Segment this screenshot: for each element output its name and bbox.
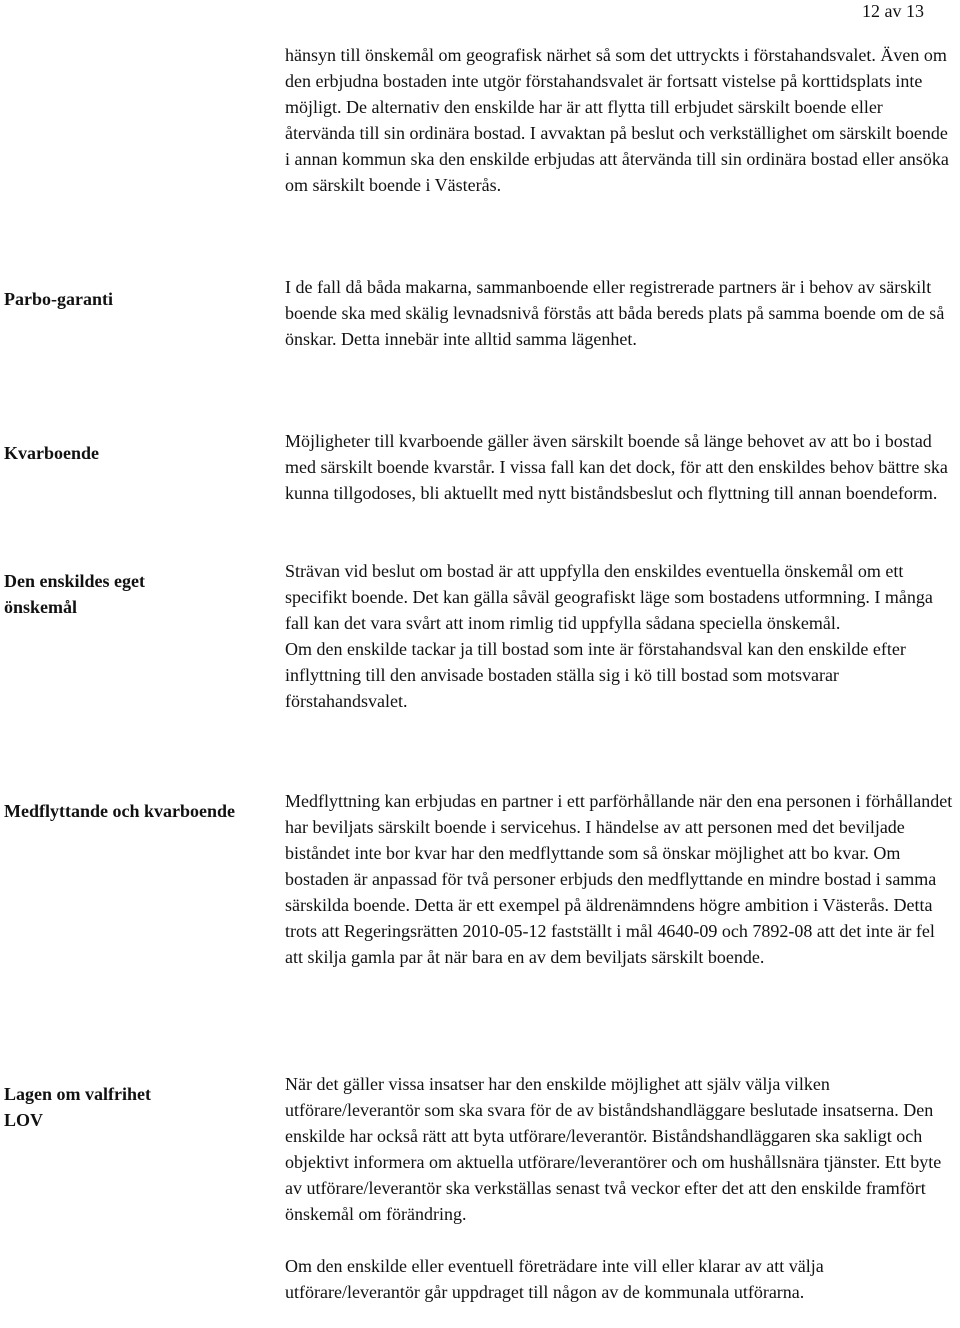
paragraph: Om den enskilde tackar ja till bostad som inte är förstahandsval kan den enskilde efter inflyttning till den anvisade bostaden ställa sig i kö till bostad som motsvarar förstahandsvalet. (285, 639, 906, 711)
page-number: 12 av 13 (862, 1, 924, 21)
paragraph: När det gäller vissa insatser har den enskilde möjlighet att själv välja vilken utförare/leverantör som ska svara för de av biståndshandläggare beslutade insatserna. Den enskilde har också rätt att byta utförare/leverantör. Biståndshandläggaren ska sakligt och objektivt informera om aktuella utförare/leverantörer och om hushållsnära tjänster. Ett byte av utförare/leverantör ska verkställas senast två veckor efter det att den enskilde framfört önskemål om förändring. (285, 1074, 942, 1224)
paragraph: I de fall då båda makarna, sammanboende eller registrerade partners är i behov av särskilt boende ska med skälig levnadsnivå förstås att båda bereds plats på samma boende om de så önskar. Detta innebär inte alltid samma lägenhet. (285, 277, 945, 349)
section-label-kvarboende: Kvarboende (4, 443, 100, 463)
paragraph: Strävan vid beslut om bostad är att uppfylla den enskildes eventuella önskemål om ett specifikt boende. Det kan gälla såväl geografiskt läge som bostadens utformning. I många fall kan det vara svårt att inom rimlig tid uppfylla sådana speciella önskemål. (285, 561, 933, 633)
section-label-lov: Lagen om valfrihet LOV (4, 1084, 151, 1130)
section-body-medflyttande (285, 788, 957, 970)
continuation-text (285, 42, 957, 198)
paragraph: Om den enskilde eller eventuell företrädare inte vill eller klarar av att välja utförare/leverantör går uppdraget till någon av de kommunala utförarna. (285, 1256, 824, 1302)
section-body-eget-onskemal (285, 558, 957, 714)
section-label-medflyttande: Medflyttande och kvarboende (4, 801, 235, 821)
paragraph: hänsyn till önskemål om geografisk närhet så som det uttryckts i förstahandsvalet. Även om den erbjudna bostaden inte utgör förstahandsvalet är fortsatt vistelse på korttidsplats inte möjligt. De alternativ den enskilde har är att flytta till erbjudet särskilt boende eller återvända till sin ordinära bostad. I avvaktan på beslut och verkställighet om särskilt boende i annan kommun ska den enskilde erbjudas att återvända till sin ordinära bostad eller ansöka om särskilt boende i Västerås. (285, 45, 949, 195)
section-body-lov (285, 1071, 957, 1305)
section-label-parbo-garanti: Parbo-garanti (4, 289, 113, 309)
section-label-eget-onskemal: Den enskildes eget önskemål (4, 571, 145, 617)
section-body-kvarboende (285, 428, 957, 506)
paragraph: Möjligheter till kvarboende gäller även särskilt boende så länge behovet av att bo i bostad med särskilt boende kvarstår. I vissa fall kan det dock, för att den enskildes behov bättre ska kunna tillgodoses, bli aktuellt med nytt biståndsbeslut och flyttning till annan boendeform. (285, 431, 948, 503)
paragraph: Medflyttning kan erbjudas en partner i ett parförhållande när den ena personen i förhållandet har beviljats särskilt boende i servicehus. I händelse av att personen med det beviljade biståndet inte bor kvar har den medflyttande som så önskar möjlighet att bo kvar. Om bostaden är anpassad för två personer erbjuds den medflyttande en mindre bostad i samma särskilda boende. Detta är ett exempel på äldrenämndens högre ambition i Västerås. Detta trots att Regeringsrätten 2010-05-12 fastställt i mål 4640-09 och 7892-08 att det inte är fel att skilja gamla par åt när bara en av dem beviljats särskilt boende. (285, 791, 953, 967)
section-body-parbo-garanti (285, 274, 957, 352)
